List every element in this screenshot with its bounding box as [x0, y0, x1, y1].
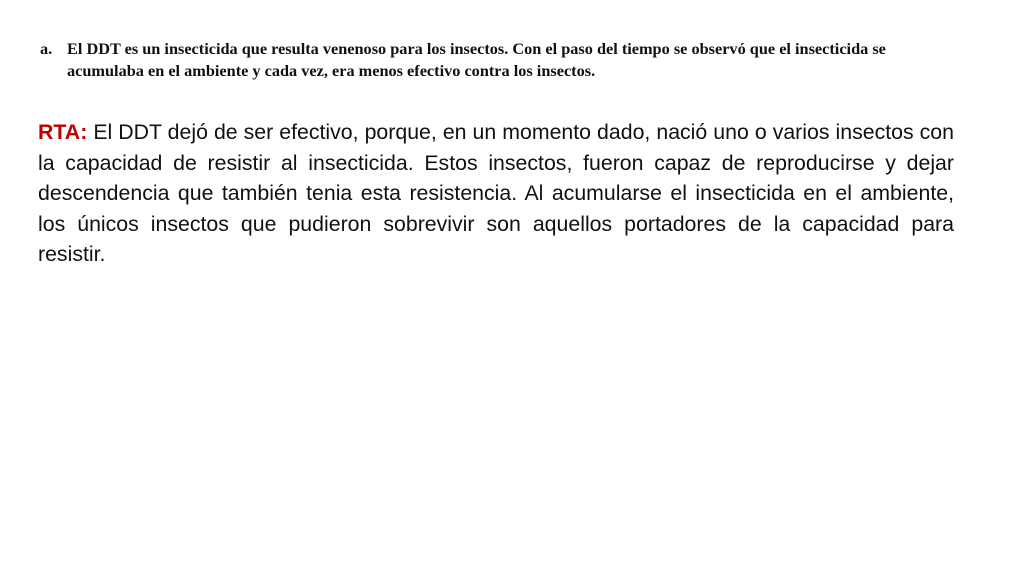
question-list-marker: a. — [40, 39, 53, 58]
question-item — [40, 38, 960, 82]
answer-paragraph — [38, 117, 954, 270]
answer-text: El DDT dejó de ser efectivo, porque, en un momento dado, nació uno o varios insectos con la capacidad de resistir al insecticida. Estos insectos, fueron capaz de reproducirse y dejar descendencia que también tenia esta resistencia. Al acumularse el insecticida en el ambiente, los únicos insectos que pudieron sobrevivir son aquellos portadores de la capacidad para resistir. — [38, 120, 954, 266]
answer-label: RTA: — [38, 120, 88, 144]
question-text: El DDT es un insecticida que resulta venenoso para los insectos. Con el paso del tiempo se observó que el insecticida se acumulaba en el ambiente y cada vez, era menos efectivo contra los insectos. — [67, 39, 886, 80]
